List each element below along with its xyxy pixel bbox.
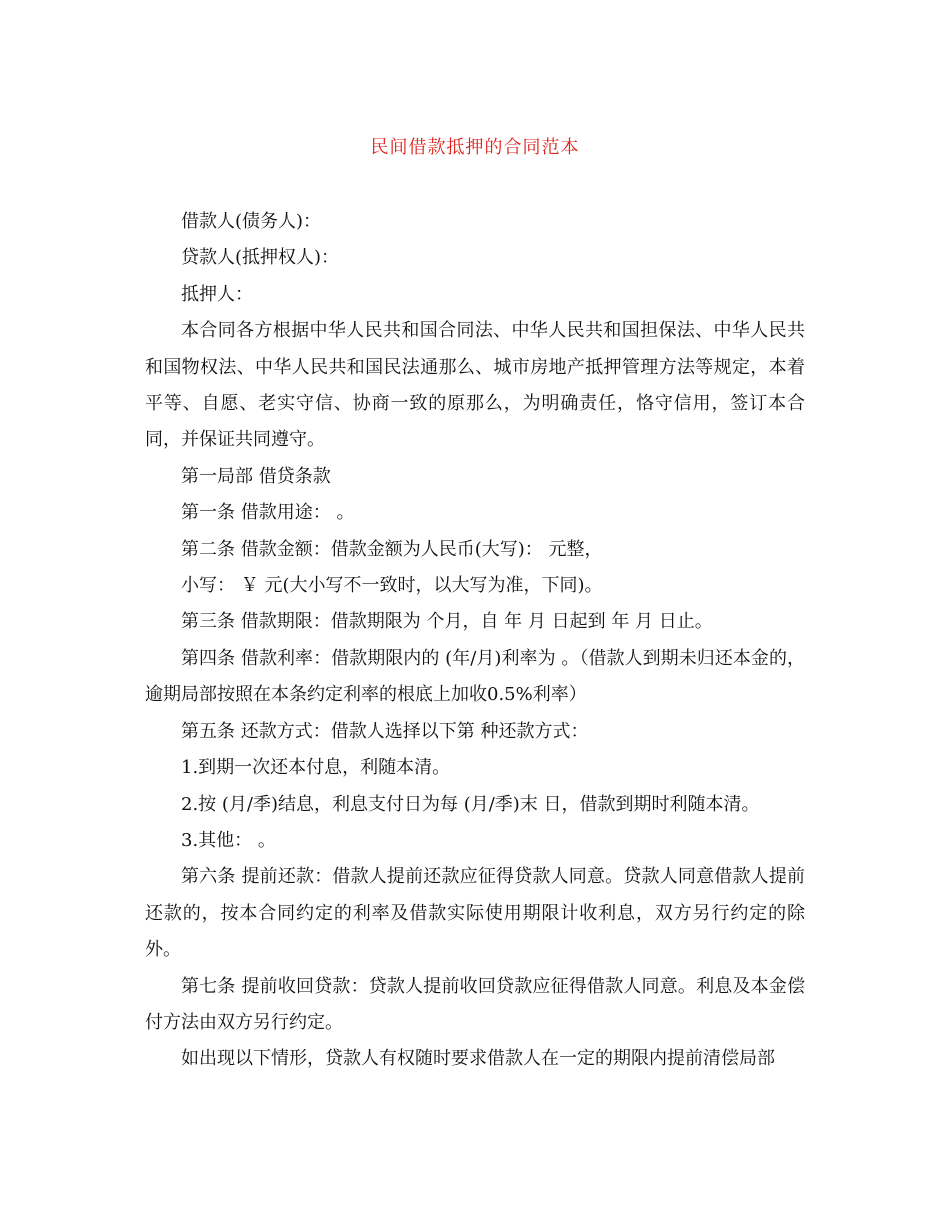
section-heading-loan-terms: 第一局部 借贷条款 (181, 465, 331, 487)
article-6-early-repayment: 第六条 提前还款：借款人提前还款应征得贷款人同意。贷款人同意借款人提前还款的，按本合同约定的利率及借款实际使用期限计收利息，双方另行约定的除外。 (145, 866, 805, 961)
document-title: 民间借款抵押的合同范本 (370, 137, 580, 158)
article-5-repayment: 第五条 还款方式：借款人选择以下第 种还款方式： (181, 720, 589, 742)
paragraph-conditions: 如出现以下情形，贷款人有权随时要求借款人在一定的期限内提前清偿局部 (181, 1048, 775, 1070)
repayment-option-1: 1.到期一次还本付息，利随本清。 (181, 757, 451, 779)
paragraph-borrower: 借款人(债务人)： (181, 211, 322, 232)
article-2-amount-figures: 小写： ￥ 元(大小写不一致时，以大写为准，下同)。 (181, 575, 603, 597)
article-2-amount: 第二条 借款金额：借款金额为人民币(大写)： 元整， (181, 538, 603, 560)
paragraph-preamble: 本合同各方根据中华人民共和国合同法、中华人民共和国担保法、中华人民共和国物权法、中华人民共和国民法通那么、城市房地产抵押管理方法等规定，本着平等、自愿、老实守信、协商一致的原那么，为明确责任，恪守信用，签订本合同，并保证共同遵守。 (145, 320, 805, 451)
article-4-interest: 第四条 借款利率：借款期限内的 (年/月)利率为 。（借款人到期未归还本金的，逾期局部按照在本条约定利率的根底上加收0.5%利率） (145, 647, 805, 706)
document-body (145, 204, 805, 1078)
article-7-early-recall: 第七条 提前收回贷款：贷款人提前收回贷款应征得借款人同意。利息及本金偿付方法由双方另行约定。 (145, 975, 805, 1033)
repayment-option-3: 3.其他： 。 (181, 829, 276, 851)
article-3-term: 第三条 借款期限：借款期限为 个月，自 年 月 日起到 年 月 日止。 (181, 611, 713, 633)
repayment-option-2: 2.按 (月/季)结息，利息支付日为每 (月/季)末 日，借款到期时利随本清。 (181, 793, 760, 815)
article-1-purpose: 第一条 借款用途： 。 (181, 502, 355, 524)
paragraph-lender: 贷款人(抵押权人)： (181, 247, 340, 269)
paragraph-mortgagor: 抵押人： (181, 283, 253, 305)
